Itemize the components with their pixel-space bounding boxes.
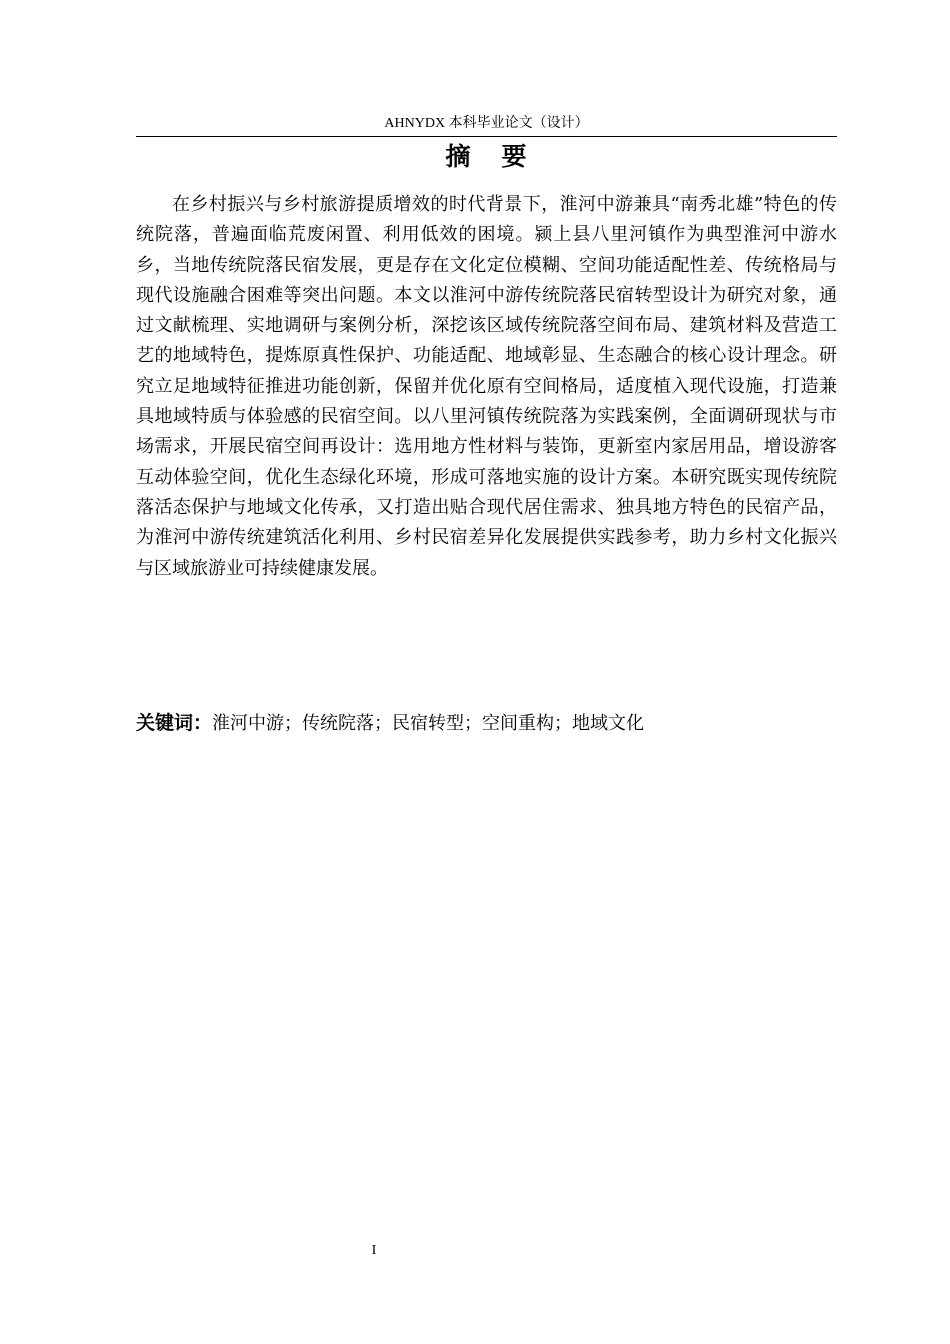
page-number: I — [371, 1243, 377, 1258]
running-header: AHNYDX 本科毕业论文（设计） — [384, 116, 589, 131]
abstract-title-part1: 摘 — [445, 142, 472, 171]
header-rule — [136, 136, 837, 137]
keywords — [136, 708, 837, 739]
abstract-title — [136, 140, 837, 174]
abstract-title-part2: 要 — [501, 142, 528, 171]
abstract-body: 在乡村振兴与乡村旅游提质增效的时代背景下，淮河中游兼具“南秀北雄”特色的传统院落，普遍面临荒废闲置、利用低效的困境。颍上县八里河镇作为典型淮河中游水乡，当地传统院落民宿发展，更是存在文化定位模糊、空间功能适配性差、传统格局与现代设施融合困难等突出问题。本文以淮河中游传统院落民宿转型设计为研究对象，通过文献梳理、实地调研与案例分析，深挖该区域传统院落空间布局、建筑材料及营造工艺的地域特色，提炼原真性保护、功能适配、地域彰显、生态融合的核心设计理念。研究立足地域特征推进功能创新，保留并优化原有空间格局，适度植入现代设施，打造兼具地域特质与体验感的民宿空间。以八里河镇传统院落为实践案例，全面调研现状与市场需求，开展民宿空间再设计：选用地方性材料与装饰，更新室内家居用品，增设游客互动体验空间，优化生态绿化环境，形成可落地实施的设计方案。本研究既实现传统院落活态保护与地域文化传承，又打造出贴合现代居住需求、独具地方特色的民宿产品，为淮河中游传统建筑活化利用、乡村民宿差异化发展提供实践参考，助力乡村文化振兴与区域旅游业可持续健康发展。 — [136, 194, 837, 579]
keywords-value: 淮河中游；传统院落；民宿转型；空间重构；地域文化 — [212, 713, 645, 734]
keywords-label: 关键词： — [136, 712, 213, 734]
